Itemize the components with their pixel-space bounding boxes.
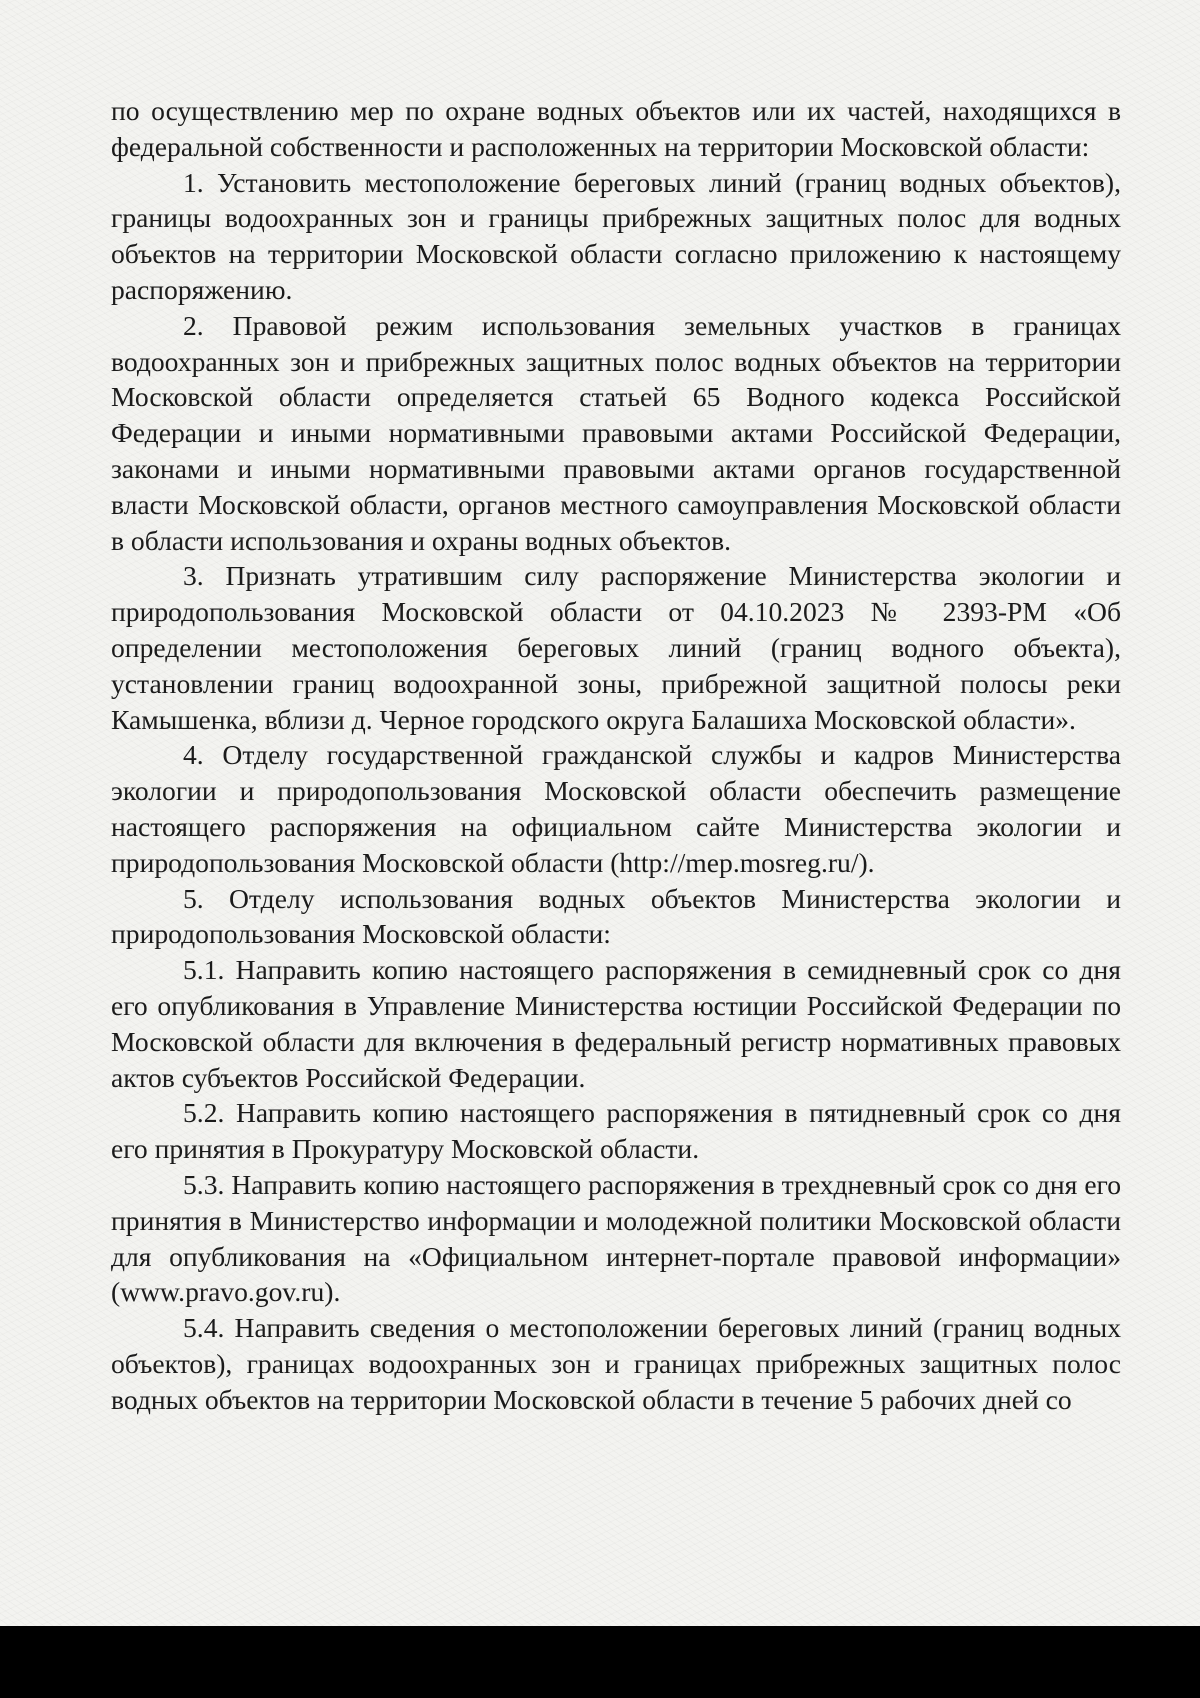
paragraph-continuation: по осуществлению мер по охране водных объектов или их частей, находящихся в федеральной собственности и расположенных на территории Московской области: — [111, 95, 1121, 162]
document-body — [111, 93, 1121, 1417]
paragraph-item-5: 5. Отделу использования водных объектов Министерства экологии и природопользования Московской области: — [111, 882, 1121, 950]
scan-bottom-border — [0, 1626, 1200, 1698]
paragraph-item-5-4: 5.4. Направить сведения о местоположении береговых линий (границ водных объектов), границах водоохранных зон и границах прибрежных защитных полос водных объектов на территории Московской области в течение 5 рабочих дней со — [111, 1312, 1121, 1415]
paragraph-item-3: 3. Признать утратившим силу распоряжение Министерства экологии и природопользования Московской области от 04.10.2023 № 2393-РМ «Об определении местоположения береговых линий (границ водного объекта), установлении границ водоохранной зоны, прибрежной защитной полосы реки Камышенка, вблизи д. Черное городского округа Балашиха Московской области». — [111, 560, 1121, 735]
paragraph-item-4: 4. Отделу государственной гражданской службы и кадров Министерства экологии и природопользования Московской области обеспечить размещение настоящего распоряжения на официальном сайте Министерства экологии и природопользования Московской области (http://mep.mosreg.ru/). — [111, 739, 1121, 878]
paragraph-item-1: 1. Установить местоположение береговых линий (границ водных объектов), границы водоохранных зон и границы прибрежных защитных полос для водных объектов на территории Московской области согласно приложению к настоящему распоряжению. — [111, 166, 1121, 305]
paragraph-item-5-2: 5.2. Направить копию настоящего распоряжения в пятидневный срок со дня его принятия в Прокуратуру Московской области. — [111, 1097, 1121, 1165]
paragraph-item-5-3: 5.3. Направить копию настоящего распоряжения в трехдневный срок со дня его принятия в Министерство информации и молодежной политики Московской области для опубликования на «Официальном интернет-портале правовой информации» (www.pravo.gov.ru). — [111, 1168, 1121, 1308]
paragraph-item-2: 2. Правовой режим использования земельных участков в границах водоохранных зон и прибрежных защитных полос водных объектов на территории Московской области определяется статьей 65 Водного кодекса Российской Федерации и иными нормативными правовыми актами Российской Федерации, законами и иными нормативными правовыми актами органов государственной власти Московской области, органов местного самоуправления Московской области в области использования и охраны водных объектов. — [111, 309, 1121, 556]
paragraph-item-5-1: 5.1. Направить копию настоящего распоряжения в семидневный срок со дня его опубликования в Управление Министерства юстиции Российской Федерации по Московской области для включения в федеральный регистр нормативных правовых актов субъектов Российской Федерации. — [111, 954, 1121, 1093]
